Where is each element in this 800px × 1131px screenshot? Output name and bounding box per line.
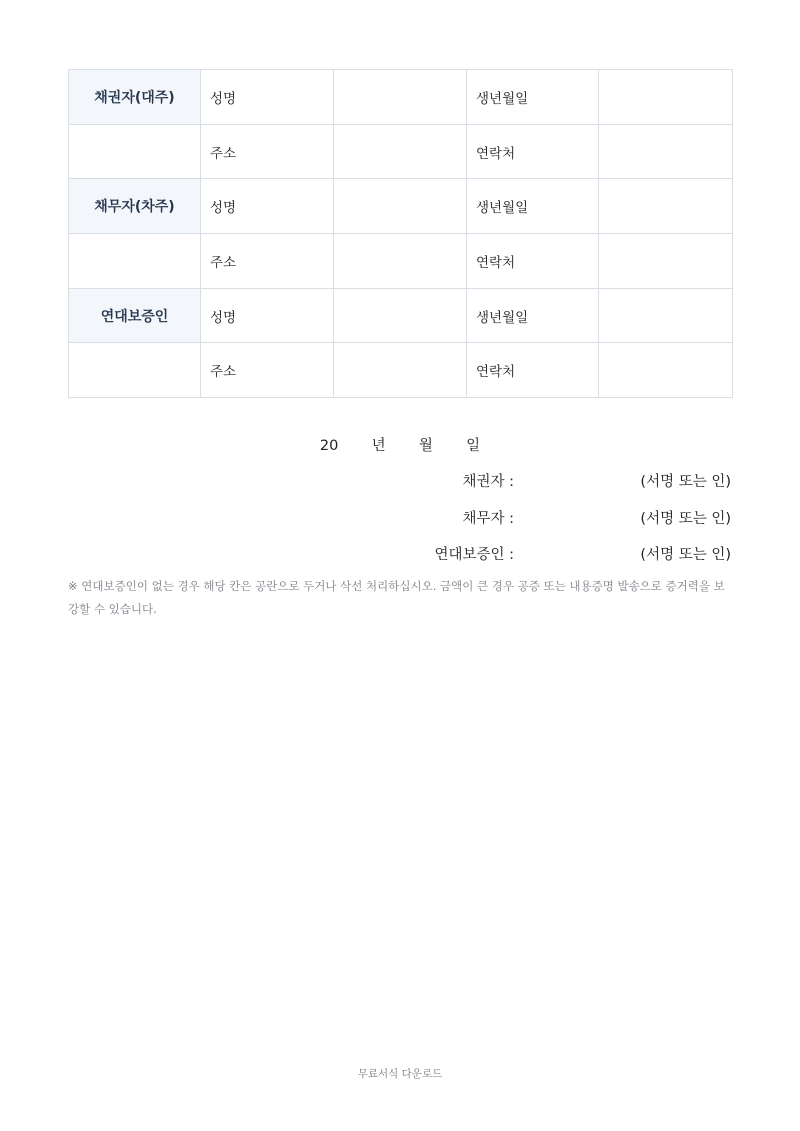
footer-link[interactable]: 무료서식 다운로드 xyxy=(357,1068,443,1080)
creditor-address-value[interactable] xyxy=(334,124,467,179)
guarantor-birthdate-value[interactable] xyxy=(599,288,733,343)
role-cell-debtor: 채무자(차주) xyxy=(69,179,201,234)
table-row xyxy=(69,70,733,125)
date-year-prefix: 20 xyxy=(319,438,339,454)
signature-seal-debtor: (서명 또는 인) xyxy=(640,511,731,527)
role-cell-empty xyxy=(69,343,201,398)
debtor-name-value[interactable] xyxy=(334,179,467,234)
table-row xyxy=(69,343,733,398)
guarantor-address-value[interactable] xyxy=(334,343,467,398)
signature-label-creditor: 채권자 : xyxy=(462,474,514,490)
table-row xyxy=(69,179,733,234)
table-row xyxy=(69,234,733,289)
role-cell-creditor: 채권자(대주) xyxy=(69,70,201,125)
signature-line-guarantor xyxy=(0,543,800,567)
field-label-birthdate: 생년월일 xyxy=(467,179,599,234)
signature-label-debtor: 채무자 : xyxy=(462,511,514,527)
date-day-unit: 일 xyxy=(466,438,481,454)
table-row xyxy=(69,288,733,343)
field-label-name: 성명 xyxy=(201,70,334,125)
field-label-address: 주소 xyxy=(201,234,334,289)
guarantor-name-value[interactable] xyxy=(334,288,467,343)
signature-label-guarantor: 연대보증인 : xyxy=(434,547,514,563)
signature-seal-guarantor: (서명 또는 인) xyxy=(640,547,731,563)
role-cell-empty xyxy=(69,124,201,179)
field-label-contact: 연락처 xyxy=(467,234,599,289)
signing-date xyxy=(0,434,800,455)
guarantor-contact-value[interactable] xyxy=(599,343,733,398)
debtor-birthdate-value[interactable] xyxy=(599,179,733,234)
field-label-contact: 연락처 xyxy=(467,124,599,179)
signature-seal-creditor: (서명 또는 인) xyxy=(640,474,731,490)
table-row xyxy=(69,124,733,179)
role-cell-guarantor: 연대보증인 xyxy=(69,288,201,343)
signature-line-debtor xyxy=(0,507,800,531)
debtor-address-value[interactable] xyxy=(334,234,467,289)
field-label-birthdate: 생년월일 xyxy=(467,70,599,125)
field-label-name: 성명 xyxy=(201,288,334,343)
date-year-unit: 년 xyxy=(371,438,386,454)
debtor-contact-value[interactable] xyxy=(599,234,733,289)
field-label-address: 주소 xyxy=(201,124,334,179)
role-cell-empty xyxy=(69,234,201,289)
party-info-table xyxy=(68,69,733,398)
field-label-contact: 연락처 xyxy=(467,343,599,398)
signature-line-creditor xyxy=(0,470,800,494)
creditor-contact-value[interactable] xyxy=(599,124,733,179)
field-label-birthdate: 생년월일 xyxy=(467,288,599,343)
creditor-name-value[interactable] xyxy=(334,70,467,125)
creditor-birthdate-value[interactable] xyxy=(599,70,733,125)
date-month-unit: 월 xyxy=(418,438,433,454)
field-label-name: 성명 xyxy=(201,179,334,234)
field-label-address: 주소 xyxy=(201,343,334,398)
guidance-note: ※ 연대보증인이 없는 경우 해당 칸은 공란으로 두거나 삭선 처리하십시오. 금액이 큰 경우 공증 또는 내용증명 발송으로 증거력을 보강할 수 있습니다. xyxy=(68,579,725,616)
